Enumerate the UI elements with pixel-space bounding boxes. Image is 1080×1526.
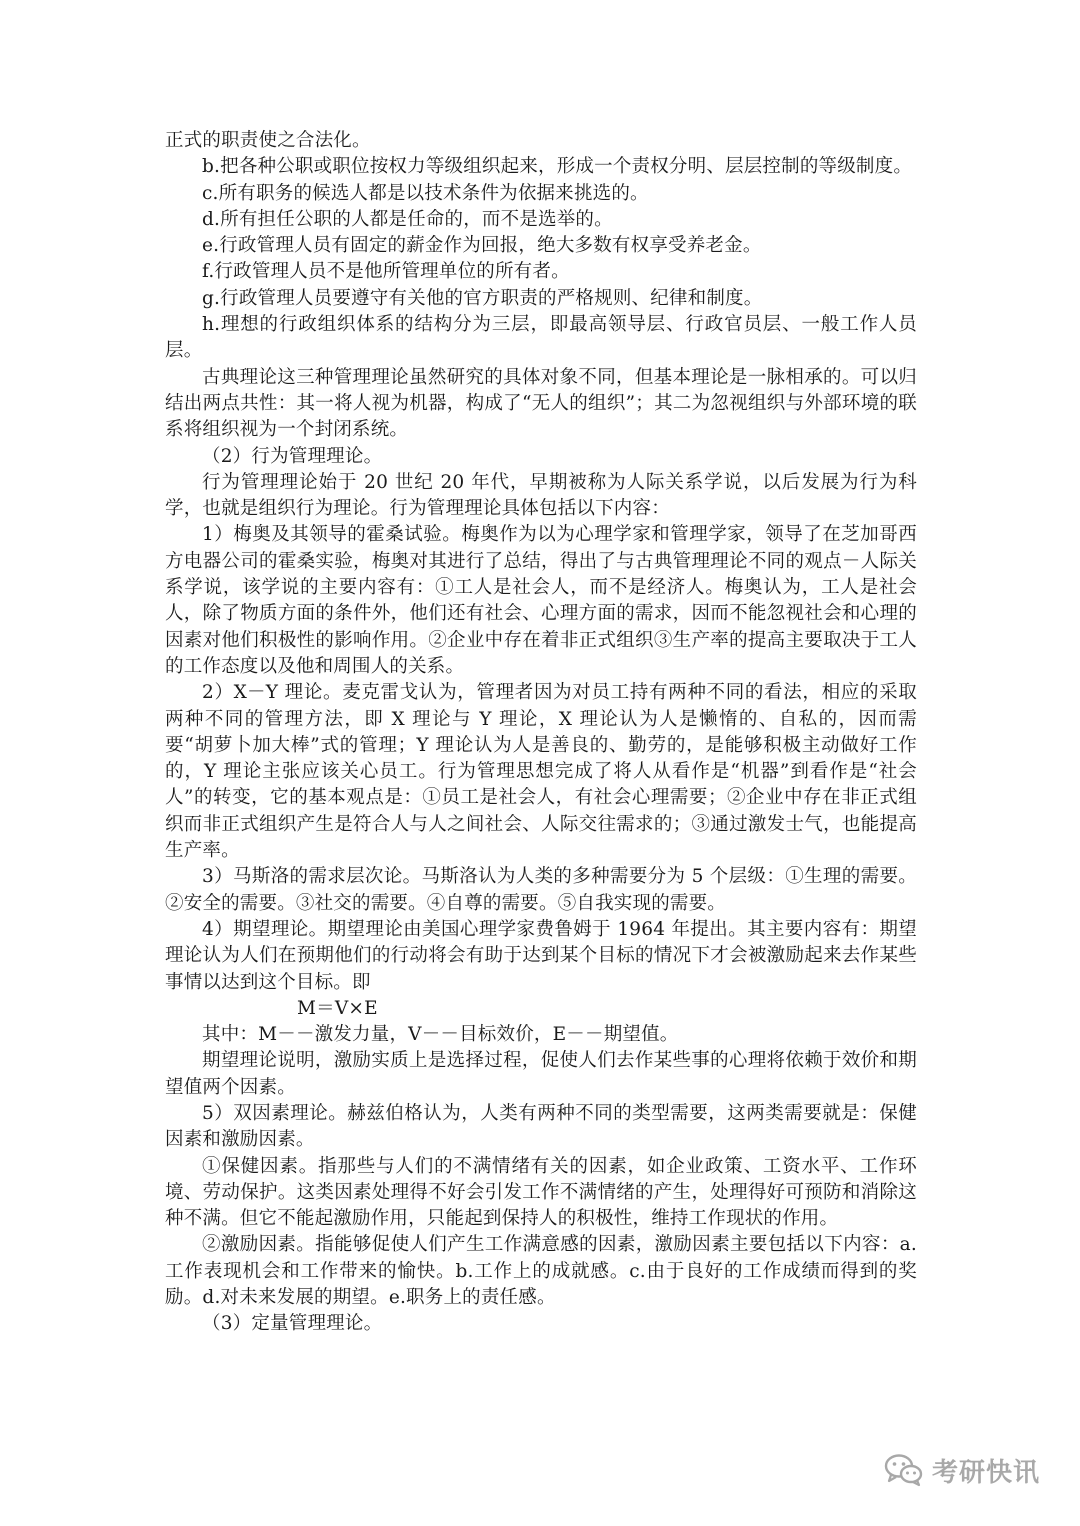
paragraph: 5）双因素理论。赫兹伯格认为，人类有两种不同的类型需要，这两类需要就是：保健因素和激励因素。: [165, 1102, 917, 1151]
wechat-icon: [884, 1453, 924, 1487]
list-item: b.把各种公职或职位按权力等级组织起来，形成一个责权分明、层层控制的等级制度。: [202, 156, 913, 178]
list-item: h.理想的行政组织体系的结构分为三层，即最高领导层、行政官员层、一般工作人员层。: [165, 314, 917, 362]
list-item: e.行政管理人员有固定的薪金作为回报，绝大多数有权享受养老金。: [202, 235, 762, 257]
paragraph: 古典理论这三种管理理论虽然研究的具体对象不同，但基本理论是一脉相承的。可以归结出两点共性：其一将人视为机器，构成了“无人的组织”；其二为忽视组织与外部环境的联系将组织视为一个封闭系统。: [165, 366, 917, 441]
formula: M＝V×E: [297, 997, 378, 1019]
paragraph: ②激励因素。指能够促使人们产生工作满意感的因素，激励因素主要包括以下内容：a.工作表现机会和工作带来的愉快。b.工作上的成就感。c.由于良好的工作成绩而得到的奖励。d.对未来发展的期望。e.职务上的责任感。: [165, 1234, 917, 1309]
watermark: [884, 1450, 1040, 1490]
watermark-text: 考研快讯: [932, 1457, 1041, 1488]
paragraph: ①保健因素。指那些与人们的不满情绪有关的因素，如企业政策、工资水平、工作环境、劳动保护。这类因素处理得不好会引发工作不满情绪的产生，处理得好可预防和消除这种不满。但它不能起激励作用，只能起到保持人的积极性，维持工作现状的作用。: [165, 1155, 917, 1230]
list-item: d.所有担任公职的人都是任命的，而不是选举的。: [202, 208, 613, 230]
paragraph: 正式的职责使之合法化。: [165, 130, 371, 151]
paragraph: 4）期望理论。期望理论由美国心理学家费鲁姆于 1964 年提出。其主要内容有：期望理论认为人们在预期他们的行动将会有助于达到某个目标的情况下才会被激励起来去作某些事情以达到这个目标。即: [165, 918, 917, 993]
section-heading: （2）行为管理理论。: [202, 445, 383, 467]
paragraph: 2）X－Y 理论。麦克雷戈认为，管理者因为对员工持有两种不同的看法，相应的采取两种不同的管理方法，即 X 理论与 Y 理论，X 理论认为人是懒惰的、自私的，因而需要“胡萝卜加大棒”式的管理；Y 理论认为人是善良的、勤劳的，是能够积极主动做好工作的，Y 理论主张应该关心员工。行为管理思想完成了将人从看作是“机器”到看作是“社会人”的转变，它的基本观点是：①员工是社会人，有社会心理需要；②企业中存在非正式组织而非正式组织产生是符合人与人之间社会、人际交往需求的；③通过激发士气，也能提高生产率。: [165, 682, 917, 862]
list-item: f.行政管理人员不是他所管理单位的所有者。: [202, 261, 570, 283]
paragraph: 其中：M－－激发力量，V－－目标效价，E－－期望值。: [202, 1024, 679, 1046]
paragraph: 1）梅奥及其领导的霍桑试验。梅奥作为以为心理学家和管理学家，领导了在芝加哥西方电器公司的霍桑实验，梅奥对其进行了总结，得出了与古典管理理论不同的观点－人际关系学说，该学说的主要内容有：①工人是社会人，而不是经济人。梅奥认为，工人是社会人，除了物质方面的条件外，他们还有社会、心理方面的需求，因而不能忽视社会和心理的因素对他们积极性的影响作用。②企业中存在着非正式组织③生产率的提高主要取决于工人的工作态度以及他和周围人的关系。: [165, 524, 917, 677]
paragraph: 3）马斯洛的需求层次论。马斯洛认为人类的多种需要分为 5 个层级：①生理的需要。②安全的需要。③社交的需要。④自尊的需要。⑤自我实现的需要。: [165, 866, 917, 914]
paragraph: 行为管理理论始于 20 世纪 20 年代，早期被称为人际关系学说，以后发展为行为科学，也就是组织行为理论。行为管理理论具体包括以下内容：: [165, 471, 917, 520]
document-body: [165, 128, 917, 1338]
list-item: g.行政管理人员要遵守有关他的官方职责的严格规则、纪律和制度。: [202, 287, 763, 309]
section-heading: （3）定量管理理论。: [202, 1313, 383, 1335]
paragraph: 期望理论说明，激励实质上是选择过程，促使人们去作某些事的心理将依赖于效价和期望值两个因素。: [165, 1050, 917, 1098]
list-item: c.所有职务的候选人都是以技术条件为依据来挑选的。: [202, 182, 649, 204]
